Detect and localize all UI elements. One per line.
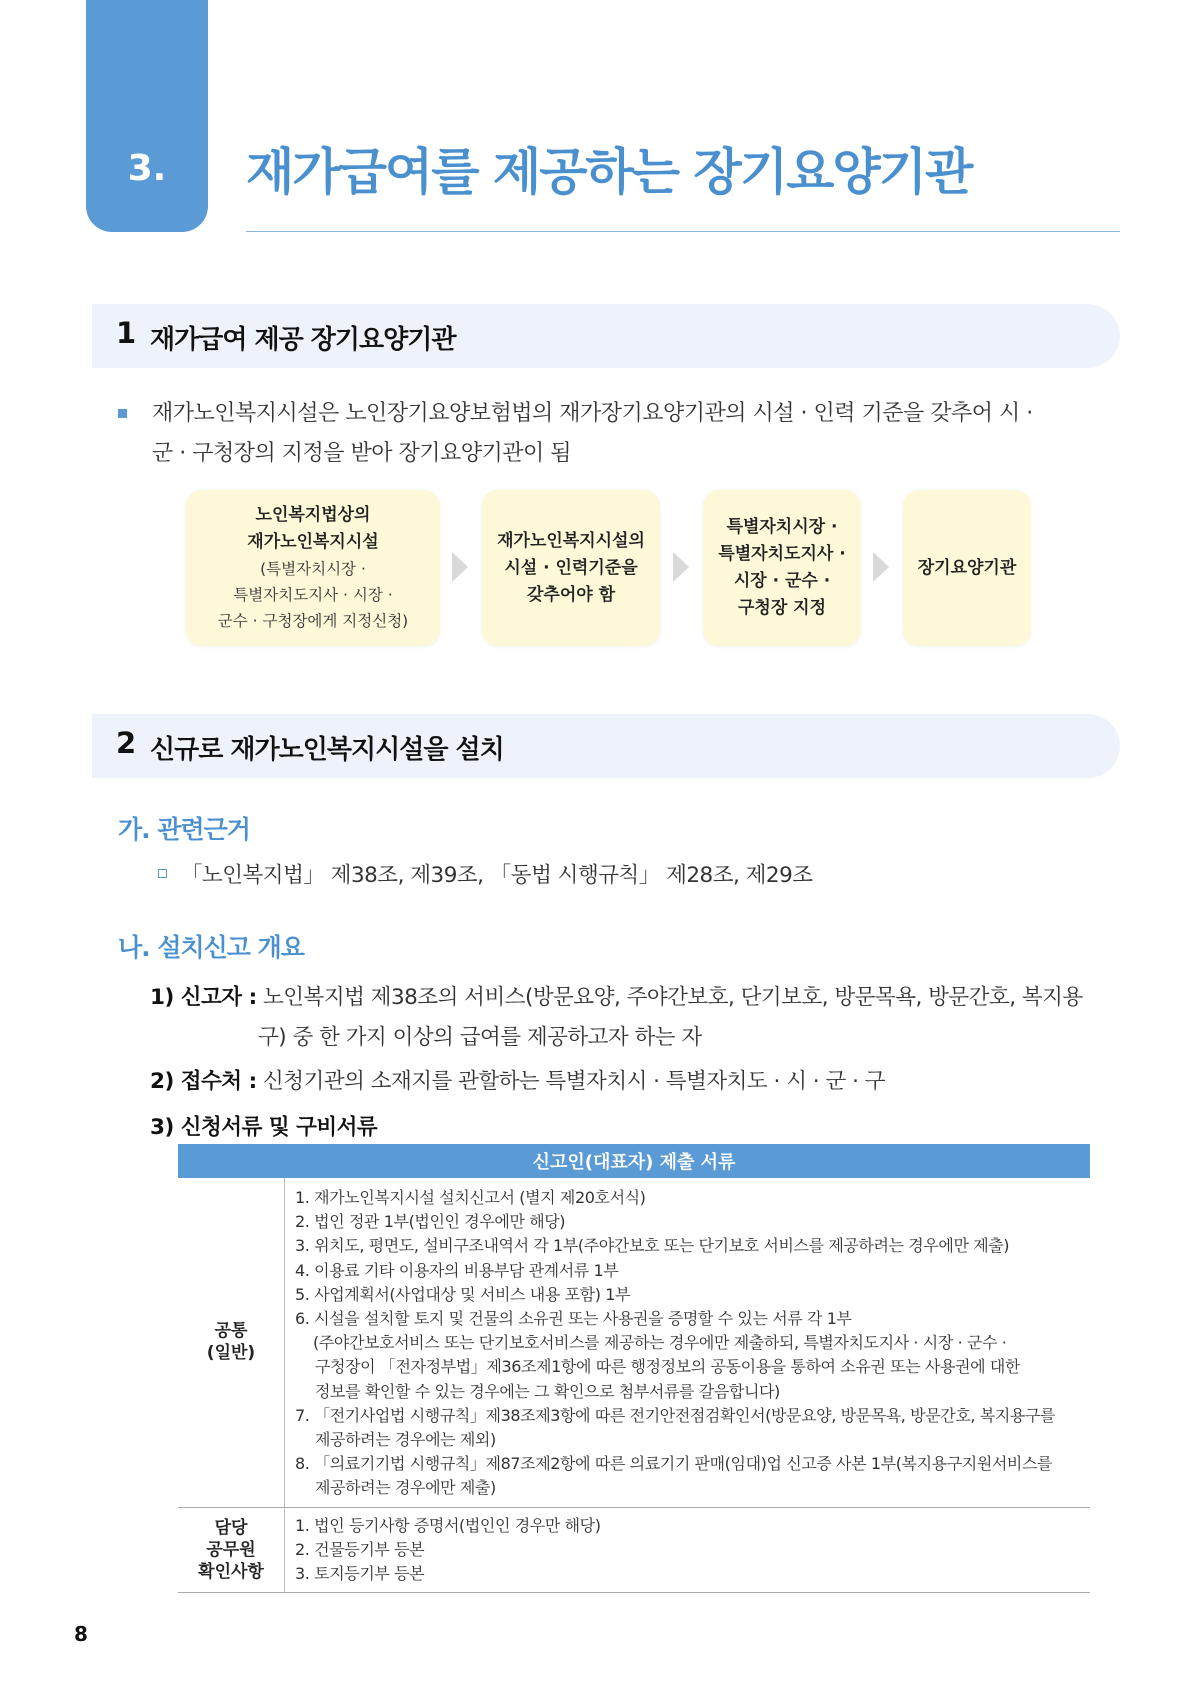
section-2-heading-bar [92, 714, 1120, 778]
section-1-title: 재가급여 제공 장기요양기관 [150, 325, 456, 355]
overview-item-2 [150, 1064, 885, 1095]
related-law-line [158, 858, 813, 889]
flow-step-2-line-3: 갖추어야 함 [526, 584, 616, 605]
flow-step-1-sub-3: 군수 · 구청장에게 지정신청) [217, 612, 409, 630]
row-content-common [285, 1178, 1091, 1507]
table-header: 신고인(대표자) 제출 서류 [178, 1144, 1090, 1178]
document-line: 정보를 확인할 수 있는 경우에는 그 확인으로 첨부서류를 갈음합니다) [315, 1381, 780, 1401]
flow-arrow-icon [873, 552, 889, 582]
document-line: 4. 이용료 기타 이용자의 비용부담 관계서류 1부 [295, 1260, 619, 1280]
category-line: 담당 [214, 1517, 248, 1538]
related-law-text: 「노인복지법」 제38조, 제39조, 「동법 시행규칙」 제28조, 제29조 [181, 863, 813, 888]
category-line: (일반) [206, 1343, 256, 1364]
document-line: 2. 건물등기부 등본 [295, 1539, 425, 1559]
hollow-square-bullet-icon [158, 869, 167, 878]
document-line: 1. 재가노인복지시설 설치신고서 (별지 제20호서식) [295, 1188, 646, 1207]
flow-arrow-icon [452, 552, 468, 582]
flow-step-1-bold-2: 재가노인복지시설 [247, 532, 379, 552]
chapter-title-rule [246, 231, 1120, 232]
category-line: 공통 [214, 1321, 248, 1342]
document-line: 3. 토지등기부 등본 [295, 1564, 425, 1584]
subheading-related-basis: 가. 관련근거 [118, 815, 250, 844]
item-3-label: 3) 신청서류 및 구비서류 [150, 1115, 378, 1140]
flow-arrow-icon [673, 552, 689, 582]
flow-step-3-line-3: 시장 · 군수 · [733, 571, 831, 591]
row-content-official-check [285, 1507, 1091, 1593]
row-category-common [178, 1178, 285, 1507]
flow-step-4-line-1: 장기요양기관 [917, 557, 1017, 578]
overview-item-1 [150, 980, 1083, 1011]
flow-step-3-line-2: 특별자치도지사 · [718, 544, 846, 564]
category-line: 공무원 [206, 1539, 256, 1560]
category-line: 확인사항 [198, 1561, 264, 1582]
subheading-installation-overview: 나. 설치신고 개요 [118, 933, 304, 962]
flow-step-1 [186, 490, 440, 646]
section-2-number: 2 [116, 726, 137, 760]
flow-step-3 [703, 490, 861, 646]
document-line: (주야간보호서비스 또는 단기보호서비스를 제공하는 경우에만 제출하되, 특별자치도지사 · 시장 · 군수 · [313, 1333, 1007, 1353]
table-row [178, 1507, 1090, 1593]
flow-step-3-line-1: 특별자치시장 · [726, 517, 838, 537]
chapter-number: 3. [127, 148, 167, 189]
overview-item-1-continued: 구) 중 한 가지 이상의 급여를 제공하고자 하는 자 [258, 1025, 702, 1050]
document-line: 3. 위치도, 평면도, 설비구조내역서 각 1부(주야간보호 또는 단기보호 서비스를 제공하려는 경우에만 제출) [295, 1236, 1010, 1256]
chapter-title: 재가급여를 제공하는 장기요양기관 [246, 143, 972, 201]
flow-step-1-sub-1: (특별자치시장 · [260, 560, 366, 578]
chapter-number-tab [86, 0, 208, 232]
flow-step-2 [482, 490, 660, 646]
item-2-text: 신청기관의 소재지를 관할하는 특별자치시 · 특별자치도 · 시 · 군 · 구 [256, 1069, 886, 1094]
document-line: 5. 사업계획서(사업대상 및 서비스 내용 포함) 1부 [295, 1284, 631, 1304]
document-line: 1. 법인 등기사항 증명서(법인인 경우만 해당) [295, 1515, 601, 1535]
flow-step-2-line-2: 시설 · 인력기준을 [504, 557, 638, 578]
document-line: 구청장이 「전자정부법」제36조제1항에 따른 행정정보의 공동이용을 통하여 소유권 또는 사용권에 대한 [315, 1357, 1020, 1377]
section-1-heading-bar [92, 304, 1120, 368]
flow-step-3-line-4: 구청장 지정 [737, 598, 827, 618]
square-bullet-icon [118, 409, 127, 418]
bullet-text-line-1: 재가노인복지시설은 노인장기요양보험법의 재가장기요양기관의 시설 · 인력 기준을 갖추어 시 · [152, 401, 1033, 426]
document-line: 제공하려는 경우에만 제출) [315, 1478, 496, 1498]
item-1-text: 노인복지법 제38조의 서비스(방문요양, 주야간보호, 단기보호, 방문목욕, 방문간호, 복지용 [256, 985, 1083, 1010]
flow-step-1-bold-1: 노인복지법상의 [255, 505, 371, 525]
table-row [178, 1178, 1090, 1507]
document-line: 2. 법인 정관 1부(법인인 경우에만 해당) [295, 1212, 566, 1232]
document-line: 7. 「전기사업법 시행규칙」제38조제3항에 따른 전기안전점검확인서(방문요양, 방문목욕, 방문간호, 복지용구를 [295, 1405, 1056, 1425]
section-2-title: 신규로 재가노인복지시설을 설치 [150, 735, 504, 765]
overview-item-3 [150, 1110, 377, 1141]
flow-step-2-line-1: 재가노인복지시설의 [497, 530, 645, 551]
item-2-label: 2) 접수처 : [150, 1069, 257, 1094]
section-1-number: 1 [116, 316, 137, 350]
row-category-official-check [178, 1507, 285, 1593]
required-documents-table [178, 1144, 1090, 1593]
document-line: 제공하려는 경우에는 제외) [315, 1430, 496, 1450]
flow-step-1-sub-2: 특별자치도지사 · 시장 · [233, 586, 393, 604]
document-line: 6. 시설을 설치할 토지 및 건물의 소유권 또는 사용권을 증명할 수 있는 서류 각 1부 [295, 1309, 852, 1329]
page-number: 8 [74, 1622, 88, 1646]
flow-step-4 [903, 490, 1031, 646]
bullet-text-line-2: 군 · 구청장의 지정을 받아 장기요양기관이 됨 [152, 441, 571, 466]
item-1-label: 1) 신고자 : [150, 985, 257, 1010]
document-line: 8. 「의료기기법 시행규칙」제87조제2항에 따른 의료기기 판매(임대)업 신고증 사본 1부(복지용구지원서비스를 [295, 1454, 1053, 1474]
